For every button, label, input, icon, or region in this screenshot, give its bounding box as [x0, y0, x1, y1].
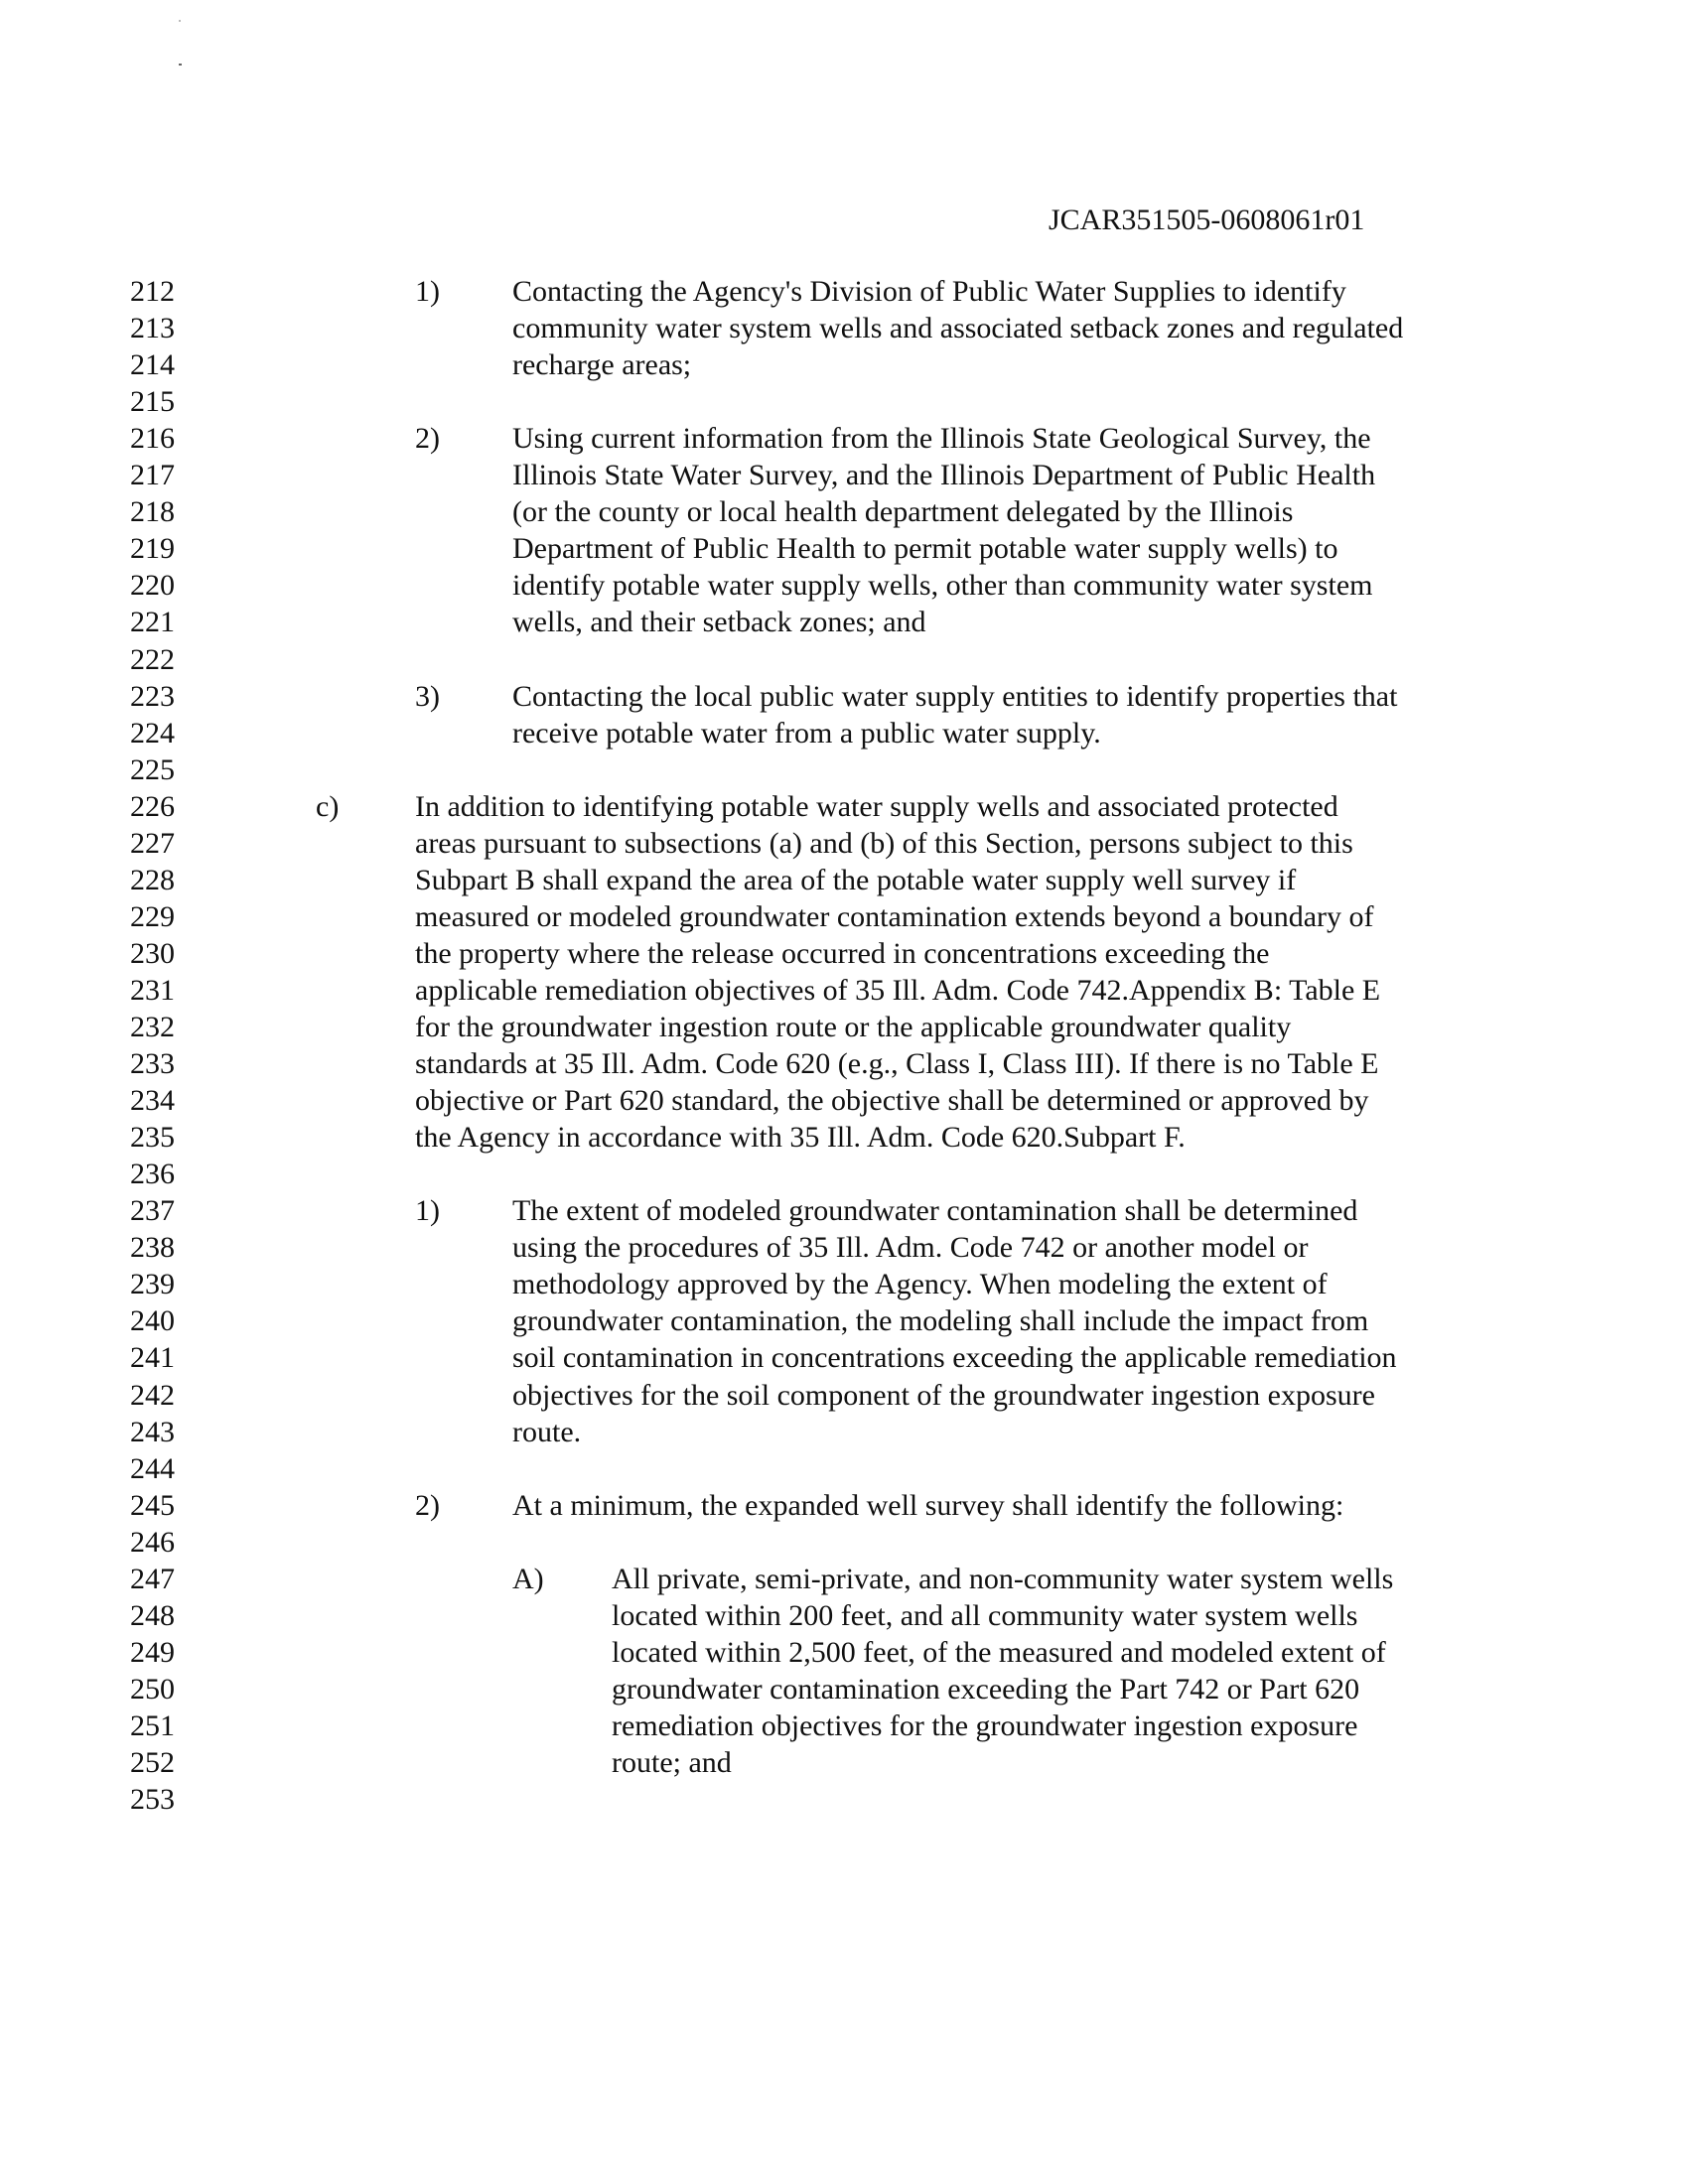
line-text: located within 200 feet, and all community water system wells	[612, 1598, 1358, 1632]
line-number: 228	[130, 863, 175, 896]
line-number: 239	[130, 1268, 175, 1301]
numbered-line	[0, 1561, 1684, 1597]
numbered-line	[0, 1707, 1684, 1744]
line-text: community water system wells and associated setback zones and regulated	[512, 312, 1404, 345]
numbered-line	[0, 1671, 1684, 1707]
numbered-line	[0, 1082, 1684, 1119]
line-text: standards at 35 Ill. Adm. Code 620 (e.g., Class I, Class III). If there is no Table E	[415, 1047, 1379, 1081]
line-number: 234	[130, 1084, 175, 1118]
line-text: the Agency in accordance with 35 Ill. Adm. Code 620.Subpart F.	[415, 1121, 1186, 1155]
line-number: 235	[130, 1121, 175, 1155]
numbered-line	[0, 1119, 1684, 1156]
line-text: route.	[512, 1415, 582, 1448]
line-number: 230	[130, 936, 175, 970]
line-text: the property where the release occurred in concentrations exceeding the	[415, 936, 1270, 970]
numbered-line	[0, 898, 1684, 935]
numbered-line	[0, 310, 1684, 346]
numbered-line	[0, 972, 1684, 1009]
line-number: 243	[130, 1415, 175, 1448]
line-text: Subpart B shall expand the area of the potable water supply well survey if	[415, 863, 1297, 896]
line-number: 225	[130, 752, 175, 786]
line-number: 219	[130, 532, 175, 566]
numbered-line	[0, 420, 1684, 457]
line-number: 220	[130, 569, 175, 603]
line-number: 241	[130, 1341, 175, 1375]
line-text: groundwater contamination exceeding the Part 742 or Part 620	[612, 1672, 1360, 1706]
line-number: 229	[130, 899, 175, 933]
line-number: 247	[130, 1562, 175, 1595]
numbered-line	[0, 1156, 1684, 1192]
subsection-label: 2)	[415, 1488, 440, 1522]
line-number: 233	[130, 1047, 175, 1081]
line-text: soil contamination in concentrations exceeding the applicable remediation	[512, 1341, 1397, 1375]
numbered-line	[0, 1634, 1684, 1671]
document-id-header: JCAR351505-0608061r01	[1049, 204, 1365, 236]
line-number: 212	[130, 275, 175, 308]
numbered-line	[0, 457, 1684, 493]
numbered-line	[0, 1414, 1684, 1450]
numbered-line	[0, 567, 1684, 604]
numbered-line	[0, 1229, 1684, 1266]
numbered-line	[0, 1487, 1684, 1524]
subsection-label: 1)	[415, 1194, 440, 1228]
line-number: 213	[130, 312, 175, 345]
line-text: objectives for the soil component of the groundwater ingestion exposure	[512, 1378, 1375, 1412]
numbered-line	[0, 935, 1684, 972]
line-text: In addition to identifying potable water supply wells and associated protected	[415, 789, 1338, 823]
line-number: 253	[130, 1783, 175, 1817]
scan-speck	[179, 64, 182, 66]
line-text: using the procedures of 35 Ill. Adm. Code 742 or another model or	[512, 1231, 1309, 1265]
numbered-line	[0, 493, 1684, 530]
numbered-line	[0, 1450, 1684, 1487]
numbered-line	[0, 788, 1684, 825]
line-text: All private, semi-private, and non-community water system wells	[612, 1562, 1394, 1595]
line-number: 227	[130, 826, 175, 860]
line-text: applicable remediation objectives of 35 Ill. Adm. Code 742.Appendix B: Table E	[415, 973, 1381, 1007]
line-number: 215	[130, 385, 175, 419]
subsection-label: 2)	[415, 422, 440, 456]
line-number: 236	[130, 1158, 175, 1191]
line-text: located within 2,500 feet, of the measured and modeled extent of	[612, 1635, 1386, 1669]
line-text: identify potable water supply wells, other than community water system	[512, 569, 1373, 603]
line-text: areas pursuant to subsections (a) and (b) of this Section, persons subject to this	[415, 826, 1353, 860]
numbered-line	[0, 1339, 1684, 1376]
subsection-label: A)	[512, 1562, 544, 1595]
numbered-line	[0, 1302, 1684, 1339]
line-number: 244	[130, 1451, 175, 1485]
line-number: 251	[130, 1708, 175, 1742]
numbered-line	[0, 1266, 1684, 1302]
line-text: for the groundwater ingestion route or the applicable groundwater quality	[415, 1011, 1292, 1043]
numbered-line	[0, 1192, 1684, 1229]
line-number: 221	[130, 606, 175, 639]
line-number: 232	[130, 1011, 175, 1043]
numbered-line	[0, 715, 1684, 751]
line-text: recharge areas;	[512, 348, 692, 382]
line-number: 224	[130, 716, 175, 750]
numbered-line	[0, 1597, 1684, 1634]
numbered-line	[0, 1009, 1684, 1045]
numbered-line	[0, 604, 1684, 640]
numbered-line	[0, 383, 1684, 420]
line-number: 218	[130, 495, 175, 529]
line-text: The extent of modeled groundwater contamination shall be determined	[512, 1194, 1358, 1228]
line-number: 216	[130, 422, 175, 456]
line-number: 231	[130, 973, 175, 1007]
subsection-label: c)	[316, 789, 340, 823]
numbered-line	[0, 346, 1684, 383]
line-number: 222	[130, 642, 175, 676]
line-text: groundwater contamination, the modeling shall include the impact from	[512, 1304, 1369, 1338]
line-text: route; and	[612, 1746, 732, 1779]
line-number: 237	[130, 1194, 175, 1228]
line-text: measured or modeled groundwater contamination extends beyond a boundary of	[415, 899, 1374, 933]
numbered-line	[0, 862, 1684, 898]
line-number: 240	[130, 1304, 175, 1338]
numbered-line	[0, 678, 1684, 715]
line-text: Using current information from the Illinois State Geological Survey, the	[512, 422, 1371, 456]
line-number: 246	[130, 1525, 175, 1559]
line-number: 226	[130, 789, 175, 823]
line-text: methodology approved by the Agency. When modeling the extent of	[512, 1268, 1328, 1301]
line-text: Contacting the Agency's Division of Public Water Supplies to identify	[512, 275, 1346, 308]
line-number: 252	[130, 1746, 175, 1779]
subsection-label: 3)	[415, 679, 440, 713]
line-text: Contacting the local public water supply entities to identify properties that	[512, 679, 1398, 713]
line-text: receive potable water from a public water supply.	[512, 716, 1101, 750]
numbered-line	[0, 1045, 1684, 1082]
line-number: 245	[130, 1488, 175, 1522]
line-number: 223	[130, 679, 175, 713]
numbered-line	[0, 1524, 1684, 1561]
numbered-line	[0, 641, 1684, 678]
line-number: 217	[130, 459, 175, 492]
line-text: Illinois State Water Survey, and the Illinois Department of Public Health	[512, 459, 1376, 492]
line-number: 238	[130, 1231, 175, 1265]
numbered-line	[0, 530, 1684, 567]
numbered-line	[0, 1781, 1684, 1818]
line-text: remediation objectives for the groundwater ingestion exposure	[612, 1708, 1358, 1742]
line-number: 242	[130, 1378, 175, 1412]
numbered-line	[0, 1377, 1684, 1414]
numbered-line	[0, 273, 1684, 310]
line-number: 250	[130, 1672, 175, 1706]
line-text: (or the county or local health department delegated by the Illinois	[512, 495, 1294, 529]
line-text: Department of Public Health to permit potable water supply wells) to	[512, 532, 1338, 566]
line-number: 248	[130, 1598, 175, 1632]
numbered-line	[0, 1744, 1684, 1781]
line-number: 249	[130, 1635, 175, 1669]
scan-speck	[179, 20, 181, 22]
line-text: wells, and their setback zones; and	[512, 606, 926, 639]
line-text: objective or Part 620 standard, the objective shall be determined or approved by	[415, 1084, 1369, 1118]
subsection-label: 1)	[415, 275, 440, 308]
line-text: At a minimum, the expanded well survey shall identify the following:	[512, 1488, 1344, 1522]
line-number: 214	[130, 348, 175, 382]
numbered-line	[0, 825, 1684, 862]
numbered-line	[0, 751, 1684, 788]
